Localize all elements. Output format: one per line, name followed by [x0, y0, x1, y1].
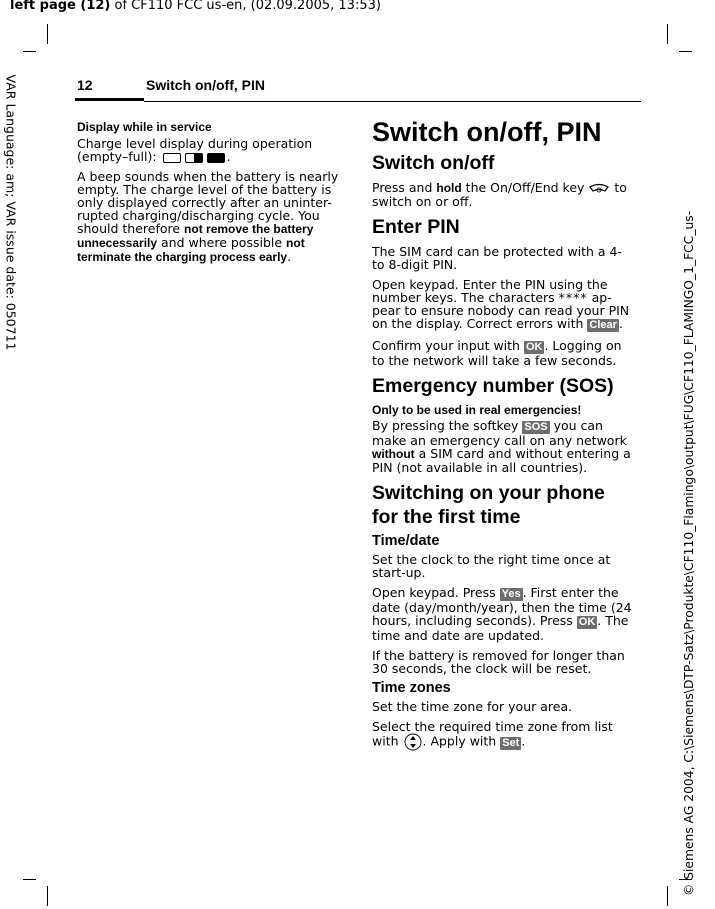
pin-text-b: ap-pear to ensure nobody can read your PIN on the display. Correct errors with — [372, 290, 630, 331]
end-key-icon — [588, 183, 610, 195]
sos-warning: Only to be used in real emergencies! — [372, 403, 582, 417]
battery-full-icon — [207, 153, 225, 163]
time-date-subheading: Time/date — [372, 533, 440, 549]
beep-text-3: . — [287, 249, 292, 264]
clear-softkey: Clear — [589, 319, 617, 331]
beep-paragraph — [77, 170, 343, 264]
time-text-b: . First enter the date (day/month/year), then the time (24 hours, including seconds). Press — [372, 585, 632, 628]
confirm-text-b: . Logging on to the network will take a few seconds. — [372, 338, 622, 368]
hold-text: hold — [436, 181, 462, 195]
running-title: Switch on/off, PIN — [146, 77, 265, 93]
sos-paragraph — [372, 419, 636, 474]
charge-level-text: Charge level display during operation (empty–full): — [77, 136, 313, 164]
time-paragraph-1: Set the clock to the right time once at start-up. — [372, 552, 611, 580]
right-column — [372, 117, 636, 758]
left-column — [77, 121, 343, 271]
battery-empty-icon — [163, 153, 181, 163]
switch-text-c: to switch on or off. — [372, 180, 627, 209]
print-header — [10, 0, 381, 13]
beep-text: A beep sounds when the battery is nearly empty. The charge level of the battery is only displayed correctly after an uninter-rupted charging/discharging cycle. You should therefore — [77, 169, 339, 236]
switch-paragraph — [372, 181, 636, 208]
pin-text-a: Open keypad. Enter the PIN using the number keys. The characters — [372, 277, 608, 305]
zones-paragraph-1: Set the time zone for your area. — [372, 699, 573, 714]
navigation-key-icon — [403, 733, 423, 751]
page-number: 12 — [77, 77, 93, 93]
crop-mark — [47, 24, 48, 44]
crop-mark — [679, 51, 692, 52]
sos-text-a: By pressing the softkey — [372, 418, 523, 433]
zones-text-a: Select the required time zone from list with — [372, 719, 613, 749]
header-rule-thick — [75, 98, 144, 101]
crop-mark — [667, 886, 668, 906]
charge-level-paragraph: Charge level display during operation (empty–full): . — [77, 136, 313, 164]
set-softkey: Set — [502, 736, 520, 749]
header-rule — [144, 101, 641, 102]
crop-mark — [23, 51, 36, 52]
sos-text-b: you can make an emergency call on any network — [372, 418, 627, 448]
time-text-c: . The time and date are updated. — [372, 613, 629, 643]
crop-mark — [667, 24, 668, 44]
pin-heading: Enter PIN — [372, 216, 460, 238]
beep-bold-1: not remove the battery unnecessarily — [77, 222, 314, 250]
ok-softkey-2: OK — [578, 616, 596, 628]
crop-mark — [47, 886, 48, 906]
switch-text-b: the On/Off/End key — [461, 180, 589, 195]
pin-text-c: . — [618, 316, 623, 331]
time-paragraph-3: If the battery is removed for longer than 30 seconds, the clock will be reset. — [372, 648, 625, 676]
time-paragraph-2 — [372, 586, 636, 642]
sos-softkey: SOS — [524, 421, 548, 433]
print-header-page: left page (12) — [10, 0, 111, 13]
side-text-right: © Siemens AG 2004, C:\Siemens\DTP-Satz\Produkte\CF110_Flamingo\output\FUG\CF110_FLAMINGO_1_FCC_us- — [682, 210, 696, 896]
confirm-text-a: Confirm your input with — [372, 338, 524, 353]
display-heading: Display while in service — [77, 120, 212, 134]
switch-heading: Switch on/off — [372, 152, 495, 174]
zones-paragraph-2 — [372, 720, 636, 751]
pin-stars: **** — [558, 290, 588, 305]
yes-softkey: Yes — [501, 588, 521, 600]
pin-paragraph-3 — [372, 339, 636, 367]
zones-text-b: . Apply with — [422, 733, 501, 749]
sos-text-c: a SIM card and without entering a PIN (not available in all countries). — [372, 446, 631, 475]
time-text-a: Open keypad. Press — [372, 585, 500, 600]
pin-paragraph-2 — [372, 278, 636, 332]
zones-text-c: . — [521, 733, 526, 749]
crop-mark — [23, 879, 36, 880]
pin-paragraph-1: The SIM card can be protected with a 4- to 8-digit PIN. — [372, 244, 622, 272]
ok-softkey: OK — [525, 341, 543, 353]
beep-bold-2: not terminate the charging process early — [77, 236, 305, 264]
first-time-heading: Switching on your phone for the first time — [372, 482, 605, 528]
without-text: without — [372, 447, 415, 461]
time-zones-subheading: Time zones — [372, 680, 451, 696]
switch-text-a: Press and — [372, 180, 437, 195]
sos-heading: Emergency number (SOS) — [372, 375, 614, 397]
section-title: Switch on/off, PIN — [372, 117, 602, 147]
beep-text-2: and where possible — [157, 235, 287, 250]
print-header-info: of CF110 FCC us-en, (02.09.2005, 13:53) — [110, 0, 381, 13]
side-text-left: VAR Language: am; VAR issue date: 050711 — [3, 74, 19, 351]
battery-half-icon — [185, 153, 203, 163]
